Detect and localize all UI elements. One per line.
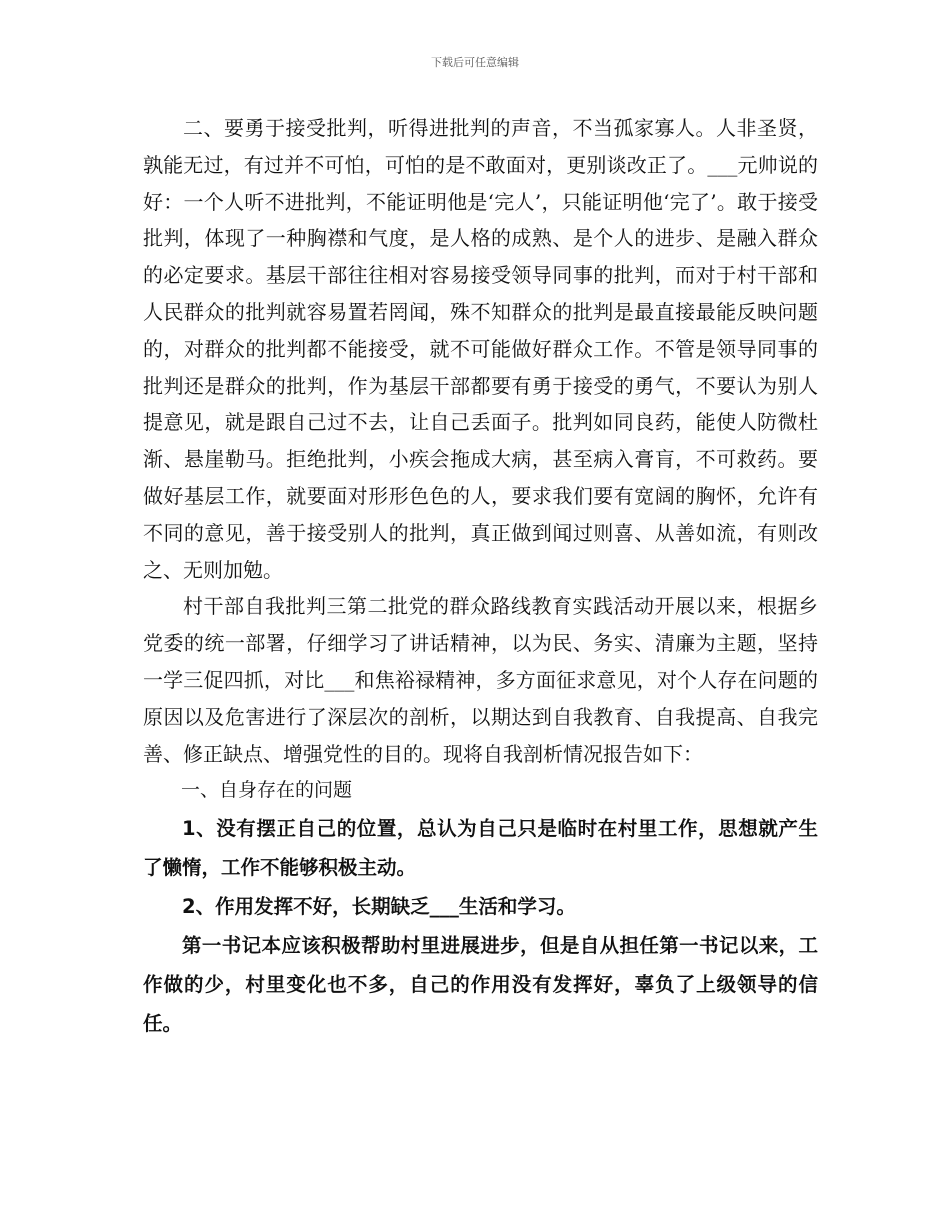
problem-item-2-detail: 第一书记本应该积极帮助村里进展进步，但是自从担任第一书记以来，工作做的少，村里变化也不多，自己的作用没有发挥好，辜负了上级领导的信任。 (143, 934, 818, 1036)
problem-item-1: 1、没有摆正自己的位置，总认为自己只是临时在村里工作，思想就产生了懒惰，工作不能够积极主动。 (143, 817, 818, 880)
paragraph-self-criticism-intro: 村干部自我批判三第二批党的群众路线教育实践活动开展以来，根据乡党委的统一部署，仔细学习了讲话精神，以为民、务实、清廉为主题，坚持一学三促四抓，对比___和焦裕禄精神，多方面征求意见，对个人存在问题的原因以及危害进行了深层次的剖析，以期达到自我教育、自我提高、自我完善、修正缺点、增强党性的目的。现将自我剖析情况报告如下： (143, 594, 818, 766)
page-header-note: 下载后可任意编辑 (431, 56, 519, 69)
paragraph-criticism: 二、要勇于接受批判，听得进批判的声音，不当孤家寡人。人非圣贤，孰能无过，有过并不可怕，可怕的是不敢面对，更别谈改正了。___元帅说的好：一个人听不进批判，不能证明他是‘完人’，只能证明他‘完了’。敢于接受批判，体现了一种胸襟和气度，是人格的成熟、是个人的进步、是融入群众的必定要求。基层干部往往相对容易接受领导同事的批判，而对于村干部和人民群众的批判就容易置若罔闻，殊不知群众的批判是最直接最能反映问题的，对群众的批判都不能接受，就不可能做好群众工作。不管是领导同事的批判还是群众的批判，作为基层干部都要有勇于接受的勇气，不要认为别人提意见，就是跟自己过不去，让自己丢面子。批判如同良药，能使人防微杜渐、悬崖勒马。拒绝批判，小疾会拖成大病，甚至病入膏肓，不可救药。要做好基层工作，就要面对形形色色的人，要求我们要有宽阔的胸怀，允许有不同的意见，善于接受别人的批判，真正做到闻过则喜、从善如流，有则改之、无则加勉。 (143, 116, 818, 582)
section-heading-problems: 一、自身存在的问题 (181, 779, 353, 802)
document-body (143, 110, 818, 1043)
problem-item-2: 2、作用发挥不好，长期缺乏___生活和学习。 (182, 895, 576, 919)
